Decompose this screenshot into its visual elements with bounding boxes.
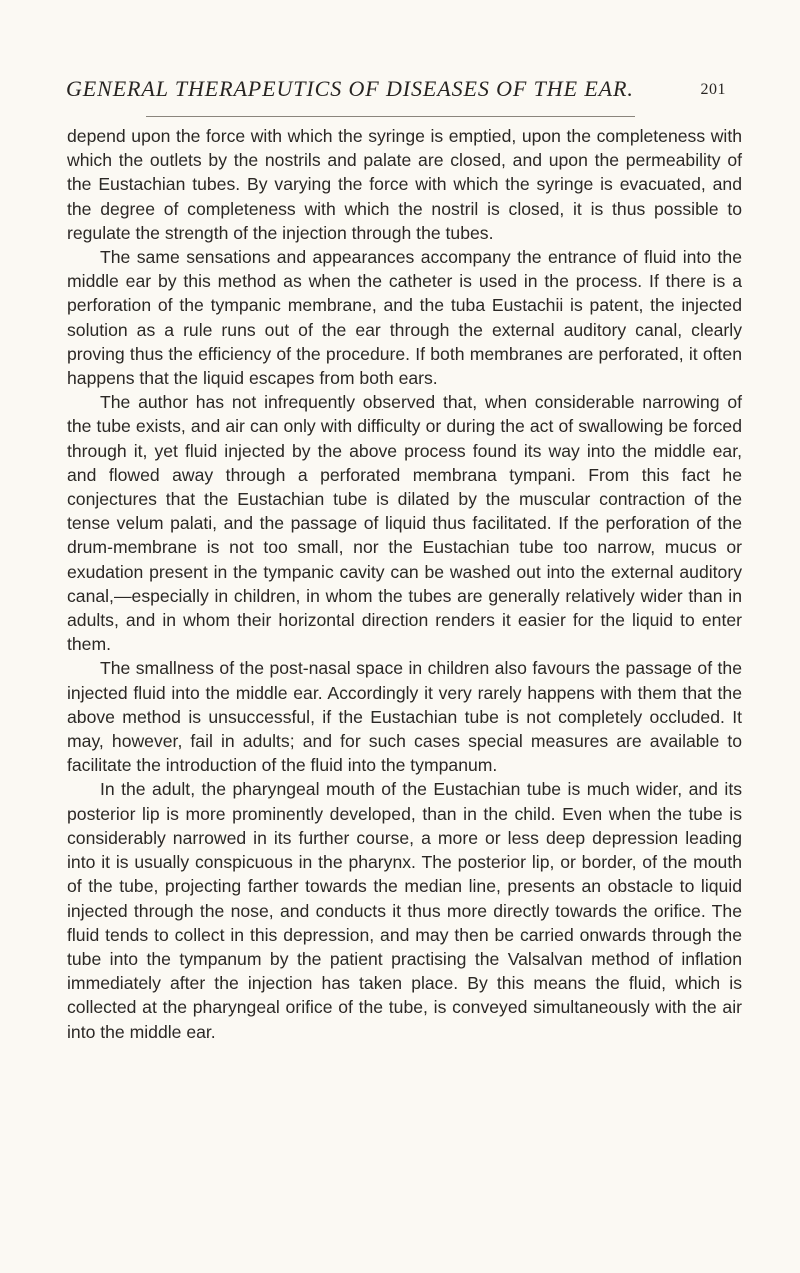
- body-text: [67, 124, 742, 1044]
- page-number: 201: [700, 81, 726, 98]
- paragraph: The smallness of the post-nasal space in children also favours the passage of the injected fluid into the middle ear. Accordingly it very rarely happens with them that the above method is unsuccessful, if the Eustachian tube is not completely occluded. It may, however, fail in adults; and for such cases special measures are available to facilitate the introduction of the fluid into the tympanum.: [67, 658, 742, 776]
- running-title: GENERAL THERAPEUTICS OF DISEASES OF THE EAR.: [66, 76, 634, 101]
- running-head: [66, 76, 726, 106]
- paragraph: The author has not infrequently observed that, when considerable narrowing of the tube exists, and air can only with difficulty or during the act of swallowing be forced through it, yet fluid injected by the above process found its way into the middle ear, and flowed away through a perforated membrana tympani. From this fact he conjectures that the Eustachian tube is dilated by the muscular contraction of the tense velum palati, and the passage of liquid thus facilitated. If the perforation of the drum-membrane is not too small, nor the Eustachian tube too narrow, mucus or exudation present in the tympanic cavity can be washed out into the external auditory canal,—especially in children, in whom the tubes are generally relatively wider than in adults, and in whom their horizontal direction renders it easier for the liquid to enter them.: [67, 392, 742, 655]
- paragraph: The same sensations and appearances accompany the entrance of fluid into the middle ear by this method as when the catheter is used in the process. If there is a perforation of the tympanic membrane, and the tuba Eustachii is patent, the injected solution as a rule runs out of the ear through the external auditory canal, clearly proving thus the efficiency of the procedure. If both membranes are perforated, it often happens that the liquid escapes from both ears.: [67, 247, 742, 389]
- paragraph-continued: depend upon the force with which the syringe is emptied, upon the completeness with which the outlets by the nostrils and palate are closed, and upon the permeability of the Eustachian tubes. By varying the force with which the syringe is evacuated, and the degree of completeness with which the nostril is closed, it is thus possible to regulate the strength of the injection through the tubes.: [67, 126, 742, 243]
- header-rule: [146, 116, 635, 117]
- paragraph: In the adult, the pharyngeal mouth of the Eustachian tube is much wider, and its posterior lip is more prominently developed, than in the child. Even when the tube is considerably narrowed in its further course, a more or less deep depression leading into it is usually conspicuous in the pharynx. The posterior lip, or border, of the mouth of the tube, projecting farther towards the median line, presents an obstacle to liquid injected through the nose, and conducts it thus more directly towards the orifice. The fluid tends to collect in this depression, and may then be carried onwards through the tube into the tympanum by the patient practising the Valsalvan method of inflation immediately after the injection has taken place. By this means the fluid, which is collected at the pharyngeal orifice of the tube, is conveyed simultaneously with the air into the middle ear.: [67, 779, 742, 1042]
